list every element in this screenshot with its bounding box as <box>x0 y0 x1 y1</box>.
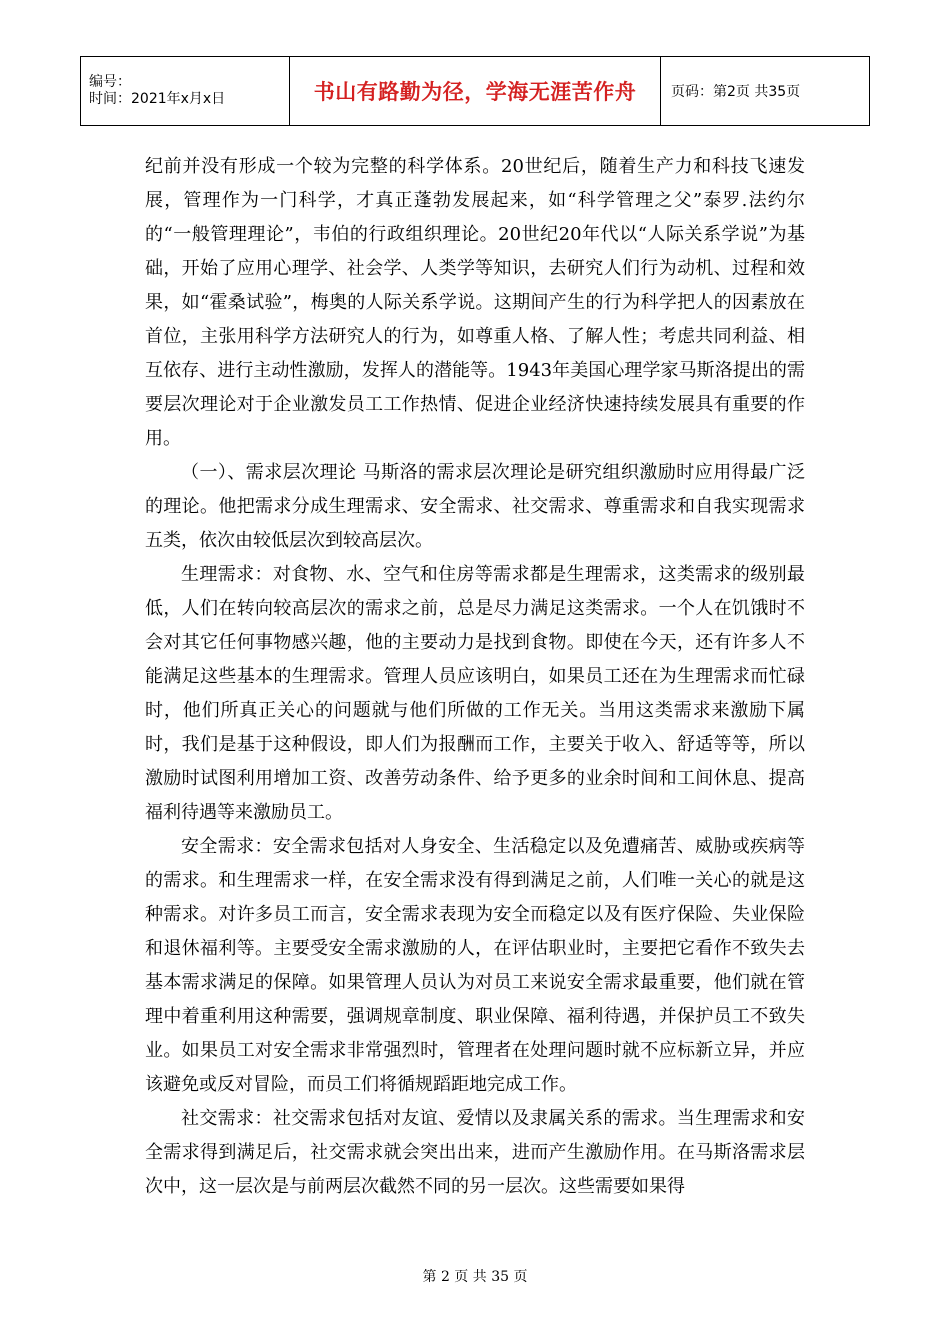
document-number-label: 编号： <box>89 74 131 90</box>
body-paragraph: 社交需求：社交需求包括对友谊、爱情以及隶属关系的需求。当生理需求和安全需求得到满足后，社交需求就会突出出来，进而产生激励作用。在马斯洛需求层次中，这一层次是与前两层次截然不同的另一层次。这些需要如果得 <box>145 1108 805 1197</box>
document-time-label: 时间：2021年x月x日 <box>89 91 226 107</box>
page-footer: 第 2 页 共 35 页 <box>422 1269 528 1285</box>
body-paragraph: 生理需求：对食物、水、空气和住房等需求都是生理需求，这类需求的级别最低，人们在转向较高层次的需求之前，总是尽力满足这类需求。一个人在饥饿时不会对其它任何事物感兴趣，他的主要动力是找到食物。即使在今天，还有许多人不能满足这些基本的生理需求。管理人员应该明白，如果员工还在为生理需求而忙碌时，他们所真正关心的问题就与他们所做的工作无关。当用这类需求来激励下属时，我们是基于这种假设，即人们为报酬而工作，主要关于收入、舒适等等，所以激励时试图利用增加工资、改善劳动条件、给予更多的业余时间和工间休息、提高福利待遇等来激励员工。 <box>145 564 805 823</box>
header-motto: 书山有路勤为径，学海无涯苦作舟 <box>290 57 661 126</box>
body-paragraph: （一）、需求层次理论 马斯洛的需求层次理论是研究组织激励时应用得最广泛的理论。他把需求分成生理需求、安全需求、社交需求、尊重需求和自我实现需求五类，依次由较低层次到较高层次。 <box>145 462 805 551</box>
header-meta-cell <box>81 57 290 126</box>
body-paragraph: 纪前并没有形成一个较为完整的科学体系。20世纪后，随着生产力和科技飞速发展，管理作为一门科学，才真正蓬勃发展起来，如“科学管理之父”泰罗.法约尔的“一般管理理论”，韦伯的行政组织理论。20世纪20年代以“人际关系学说”为基础，开始了应用心理学、社会学、人类学等知识，去研究人们行为动机、过程和效果，如“霍桑试验”，梅奥的人际关系学说。这期间产生的行为科学把人的因素放在首位，主张用科学方法研究人的行为，如尊重人格、了解人性；考虑共同利益、相互依存、进行主动性激励，发挥人的潜能等。1943年美国心理学家马斯洛提出的需要层次理论对于企业激发员工工作热情、促进企业经济快速持续发展具有重要的作用。 <box>145 156 805 449</box>
body-paragraph: 安全需求：安全需求包括对人身安全、生活稳定以及免遭痛苦、威胁或疾病等的需求。和生理需求一样，在安全需求没有得到满足之前，人们唯一关心的就是这种需求。对许多员工而言，安全需求表现为安全而稳定以及有医疗保险、失业保险和退休福利等。主要受安全需求激励的人，在评估职业时，主要把它看作不致失去基本需求满足的保障。如果管理人员认为对员工来说安全需求最重要，他们就在管理中着重利用这种需要，强调规章制度、职业保障、福利待遇，并保护员工不致失业。如果员工对安全需求非常强烈时，管理者在处理问题时就不应标新立异，并应该避免或反对冒险，而员工们将循规蹈距地完成工作。 <box>145 836 805 1095</box>
document-header <box>80 56 870 126</box>
header-page-label: 页码：第2页 共35页 <box>661 57 870 126</box>
document-body <box>145 150 805 1204</box>
